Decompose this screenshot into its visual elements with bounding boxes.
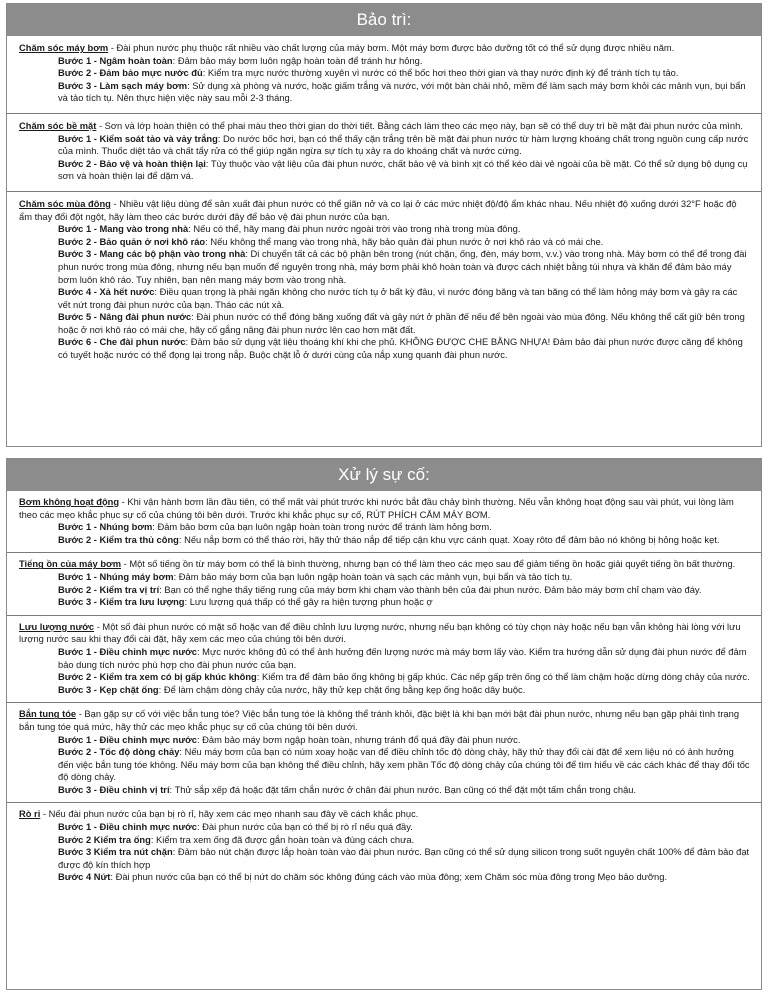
section-title: Chăm sóc bề mặt: [19, 120, 97, 131]
step-text: : Sử dụng xà phòng và nước, hoặc giấm trắng và nước, với một bàn chải nhỏ, mềm để làm sạch máy bơm khỏi các mảnh vụn, bụi bẩn và tảo tích tụ. Nên thực hiện việc này sau mỗi 2-3 tháng.: [58, 80, 746, 104]
maintenance-section: [7, 36, 761, 114]
step-item: [19, 834, 751, 847]
step-item: [19, 571, 751, 584]
troubleshooting-section: [7, 553, 761, 615]
step-item: [19, 871, 751, 884]
step-item: [19, 158, 751, 183]
step-label: Bước 6 - Che đài phun nước: [58, 337, 186, 348]
step-text: : Đài phun nước của bạn có thể bị rò rỉ nếu quá đầy.: [196, 822, 413, 833]
step-label: Bước 3 - Kiểm tra lưu lượng: [58, 597, 185, 608]
step-label: Bước 5 - Nâng đài phun nước: [58, 312, 192, 323]
step-item: [19, 596, 751, 609]
step-text: : Nếu nắp bơm có thể tháo rời, hãy thử tháo nắp để tiếp cận khu vực cánh quạt. Xoay rôto để đảm bảo nó không bị hỏng hoặc kẹt.: [178, 534, 720, 545]
section-intro-text: - Nhiều vật liệu dùng để sản xuất đài phun nước có thể giãn nở và co lại ở các mức nhiệt độ/độ ẩm khác nhau. Nếu nhiệt độ xuống dưới 32°F hoặc độ ẩm thay đổi đột ngột, hãy làm theo các bước dưới đây để bảo vệ đài phun nước của bạn.: [19, 198, 737, 222]
step-item: [19, 521, 751, 534]
step-text: : Nếu có thể, hãy mang đài phun nước ngoài trời vào trong nhà trong mùa đông.: [188, 224, 521, 235]
section-title: Chăm sóc máy bơm: [19, 43, 109, 53]
step-label: Bước 4 Nứt: [58, 872, 111, 883]
step-item: [19, 311, 751, 336]
troubleshooting-section: [7, 803, 761, 890]
step-item: [19, 286, 751, 311]
step-label: Bước 1 - Điều chỉnh mực nước: [58, 734, 197, 745]
step-label: Bước 1 - Mang vào trong nhà: [58, 224, 189, 235]
step-text: : Để làm chậm dòng chảy của nước, hãy thử kẹp chặt ống bằng kẹp ống hoặc dây buộc.: [158, 684, 526, 695]
step-item: [19, 55, 751, 68]
section-title: Rò rỉ: [19, 809, 41, 820]
step-text: : Di chuyển tất cả các bộ phận bên trong (nút chặn, ống, đèn, máy bơm, v.v.) vào trong nhà. Máy bơm có thể để trong đài phun nước trong mùa đông, nhưng nếu bạn muốn để nguyên trong nhà, máy bơm phải khô hoàn toàn và được cách nhiệt bằng túi nhựa và khăn để đảm bảo máy bơm luôn khô ráo. Tuy nhiên, bạn nên mang máy bơm vào trong nhà.: [58, 249, 747, 285]
step-text: : Điều quan trọng là phải ngăn không cho nước tích tụ ở bất kỳ đâu, vì nước đóng băng và tan băng có thể làm hỏng máy bơm và gây ra các vết nứt trong đài phun nước của bạn. Tháo các nút xả.: [58, 287, 738, 310]
step-text: : Thử sắp xếp đá hoặc đặt tấm chắn nước ở chân đài phun nước. Bạn cũng có thể đặt một tấm chắn trong chậu.: [169, 784, 637, 795]
section-title: Tiếng ồn của máy bơm: [19, 559, 122, 570]
step-item: [19, 236, 751, 249]
step-item: [19, 133, 751, 158]
section-intro-text: - Sơn và lớp hoàn thiện có thể phai màu theo thời gian do thời tiết. Bằng cách làm theo các mẹo này, bạn sẽ có thể duy trì bề mặt đài phun nước của mình.: [96, 120, 743, 131]
step-text: : Mực nước không đủ có thể ảnh hưởng đến lượng nước mà máy bơm lấy vào. Kiểm tra hướng dẫn sử dụng đài phun nước để đảm bảo dung tích nước phù hợp cho đài phun nước của bạn.: [58, 646, 747, 670]
maintenance-title: Bảo trì:: [7, 4, 761, 36]
step-text: : Đảm bảo máy bơm luôn ngập hoàn toàn để tránh hư hỏng.: [172, 55, 423, 66]
step-text: : Nếu không thể mang vào trong nhà, hãy bảo quản đài phun nước ở nơi khô ráo và có mái che.: [205, 236, 604, 247]
step-item: [19, 646, 751, 671]
step-text: : Đảm bảo nút chặn được lắp hoàn toàn vào đài phun nước. Bạn cũng có thể sử dụng silicon trong suốt nguyên chất 100% để đảm bảo đạt được độ kín thích hợp: [58, 847, 750, 870]
step-label: Bước 1 - Kiểm soát tảo và vảy trắng: [58, 133, 218, 144]
step-label: Bước 1 - Nhúng máy bơm: [58, 571, 174, 582]
section-intro: [19, 558, 751, 571]
step-item: [19, 223, 751, 236]
step-text: : Nếu máy bơm của bạn có núm xoay hoặc van để điều chỉnh tốc độ dòng chảy, hãy thử thay đổi cài đặt để xem liệu nó có ảnh hưởng đến việc bắn tung tóe không. Nếu máy bơm của bạn không thể điều chỉnh, hãy xem phần Tốc độ dòng chảy của chúng tôi để tìm hiểu về các cách khác để thay đổi tốc độ dòng chảy.: [58, 747, 750, 783]
step-text: : Kiểm tra xem ống đã được gắn hoàn toàn và đúng cách chưa.: [150, 834, 415, 845]
step-label: Bước 2 - Kiểm tra thủ công: [58, 534, 179, 545]
step-text: : Kiểm tra để đảm bảo ống không bị gấp khúc. Các nếp gấp trên ống có thể làm chậm hoặc dừng dòng chảy của nước.: [256, 672, 750, 683]
section-intro: [19, 42, 751, 55]
step-label: Bước 3 - Kẹp chặt ống: [58, 684, 159, 695]
step-label: Bước 1 - Nhúng bơm: [58, 522, 153, 533]
step-text: : Đảm bảo sử dụng vật liệu thoáng khí khi che phủ. KHÔNG ĐƯỢC CHE BẰNG NHỰA! Đảm bảo đài phun nước được căng để không có tuyết hoặc nước có thể đọng lại trong nắp. Buộc chặt lỗ ở dưới cùng của nắp xung quanh đài phun nước.: [58, 337, 743, 361]
section-intro-text: - Một số tiếng ồn từ máy bơm có thể là bình thường, nhưng bạn có thể làm theo các mẹo sau để giảm tiếng ồn hoặc giải quyết tiếng ồn bất thường.: [121, 559, 736, 570]
step-item: [19, 746, 751, 784]
troubleshooting-panel: [6, 458, 762, 990]
section-title: Bắn tung tóe: [19, 709, 77, 720]
troubleshooting-section: [7, 703, 761, 803]
step-label: Bước 3 Kiểm tra nút chặn: [58, 847, 173, 858]
section-intro-text: - Bạn gặp sự cố với việc bắn tung tóe? Việc bắn tung tóe là không thể tránh khỏi, đặc biệt là khi bạn mới bật đài phun nước, nhưng nếu bạn gặp phải tình trạng bắn tung tóe quá mức, hãy thử các mẹo khắc phục sự cố của chúng tôi bên dưới.: [19, 709, 740, 732]
step-item: [19, 684, 751, 697]
step-label: Bước 3 - Làm sạch máy bơm: [58, 80, 188, 91]
section-intro: [19, 198, 751, 223]
step-text: : Đảm bảo bơm của bạn luôn ngập hoàn toàn trong nước để tránh làm hỏng bơm.: [152, 522, 492, 533]
step-label: Bước 2 - Kiểm tra vị trí: [58, 584, 160, 595]
step-text: : Lưu lượng quá thấp có thể gây ra hiện tượng phun hoặc ợ: [184, 597, 433, 608]
step-label: Bước 3 - Điều chỉnh vị trí: [58, 784, 170, 795]
step-text: : Bạn có thể nghe thấy tiếng rung của máy bơm khi chạm vào thành bên của đài phun nước. Đảm bảo máy bơm chỉ chạm vào đáy.: [159, 584, 702, 595]
step-label: Bước 2 - Bảo vệ và hoàn thiện lại: [58, 158, 206, 169]
section-intro: [19, 708, 751, 733]
maintenance-section: [7, 114, 761, 192]
step-item: [19, 67, 751, 80]
step-item: [19, 336, 751, 361]
step-item: [19, 671, 751, 684]
step-item: [19, 821, 751, 834]
section-intro-text: - Nếu đài phun nước của bạn bị rò rỉ, hãy xem các mẹo nhanh sau đây về cách khắc phục.: [40, 809, 419, 820]
step-label: Bước 2 - Đảm bảo mực nước đủ: [58, 68, 203, 79]
section-title: Chăm sóc mùa đông: [19, 198, 111, 209]
section-intro: [19, 496, 751, 521]
section-intro-text: - Khi vận hành bơm lần đầu tiên, có thể mất vài phút trước khi nước bắt đầu chảy bình thường. Nếu vẫn không hoạt động sau vài phút, vui lòng làm theo các mẹo khắc phục sự cố của chúng tôi bên dưới. Trước khi khắc phục sự cố, RÚT PHÍCH CẮM MÁY BƠM.: [19, 497, 734, 520]
step-label: Bước 2 - Bảo quản ở nơi khô ráo: [58, 236, 206, 247]
section-intro-text: - Đài phun nước phụ thuộc rất nhiều vào chất lượng của máy bơm. Một máy bơm được bảo dưỡng tốt có thể sử dụng được nhiều năm.: [108, 43, 675, 53]
section-title: Bơm không hoạt động: [19, 497, 120, 507]
step-text: : Đảm bảo máy bơm ngập hoàn toàn, nhưng tránh đổ quá đầy đài phun nước.: [196, 734, 521, 745]
section-intro: [19, 120, 751, 133]
troubleshooting-section: [7, 491, 761, 553]
step-text: : Đài phun nước của bạn có thể bị nứt do chăm sóc không đúng cách vào mùa đông; xem Chăm sóc mùa đông trong Mẹo bảo dưỡng.: [110, 872, 668, 883]
step-label: Bước 2 - Tốc độ dòng chảy: [58, 747, 180, 758]
step-label: Bước 1 - Điều chỉnh mực nước: [58, 822, 197, 833]
maintenance-sections: [7, 36, 761, 370]
step-item: [19, 734, 751, 747]
troubleshooting-sections: [7, 491, 761, 890]
section-intro: [19, 808, 751, 821]
step-item: [19, 784, 751, 797]
step-label: Bước 4 - Xả hết nước: [58, 287, 155, 298]
step-item: [19, 534, 751, 547]
section-intro-text: - Một số đài phun nước có mặt số hoặc van để điều chỉnh lưu lượng nước, nhưng nếu bạn không có tùy chọn này hoặc nếu bạn vẫn không hài lòng với lưu lượng nước sau khi thay đổi cài đặt, hãy xem các mẹo của chúng tôi bên dưới.: [19, 621, 741, 645]
step-text: : Tùy thuộc vào vật liệu của đài phun nước, chất bảo vệ và bình xịt có thể kéo dài vẻ ngoài của bề mặt. Có thể sử dụng bộ dụng cụ sơn và hoàn thiện lại để dặm vá.: [58, 158, 748, 182]
step-label: Bước 2 - Kiểm tra xem có bị gấp khúc không: [58, 672, 257, 683]
section-intro: [19, 621, 751, 646]
maintenance-panel: [6, 3, 762, 447]
step-text: : Đảm bảo máy bơm của bạn luôn ngập hoàn toàn và sạch các mảnh vụn, bụi bẩn và tảo tích tụ.: [173, 571, 573, 582]
step-item: [19, 846, 751, 871]
step-item: [19, 584, 751, 597]
step-text: : Đài phun nước có thể đóng băng xuống đất và gây nứt ở phần đế nếu để bên ngoài vào mùa đông. Nếu không thể cất giữ bên trong hoặc ở nơi khô ráo có mái che, hãy cố gắng nâng đài phun nước lên cao hơn mặt đất.: [58, 312, 745, 335]
step-item: [19, 80, 751, 105]
troubleshooting-section: [7, 616, 761, 704]
step-label: Bước 1 - Điều chỉnh mực nước: [58, 646, 197, 657]
step-label: Bước 1 - Ngâm hoàn toàn: [58, 55, 173, 66]
step-label: Bước 2 Kiểm tra ống: [58, 834, 151, 845]
maintenance-section: [7, 192, 761, 370]
section-title: Lưu lượng nước: [19, 621, 95, 632]
step-label: Bước 3 - Mang các bộ phận vào trong nhà: [58, 249, 246, 260]
step-text: : Do nước bốc hơi, bạn có thể thấy cặn trắng trên bề mặt đài phun nước từ hàm lượng khoáng chất trong nguồn cung cấp nước của mình. Thuốc diệt tảo và chất tẩy rửa có thể giúp ngăn ngừa sự tích tụ xảy ra do khoáng chất và nước cứng.: [58, 133, 749, 157]
troubleshooting-title: Xử lý sự cố:: [7, 459, 761, 491]
step-text: : Kiểm tra mực nước thường xuyên vì nước có thể bốc hơi theo thời gian và thay nước định kỳ để tránh tích tụ tảo.: [202, 68, 679, 79]
step-item: [19, 248, 751, 286]
